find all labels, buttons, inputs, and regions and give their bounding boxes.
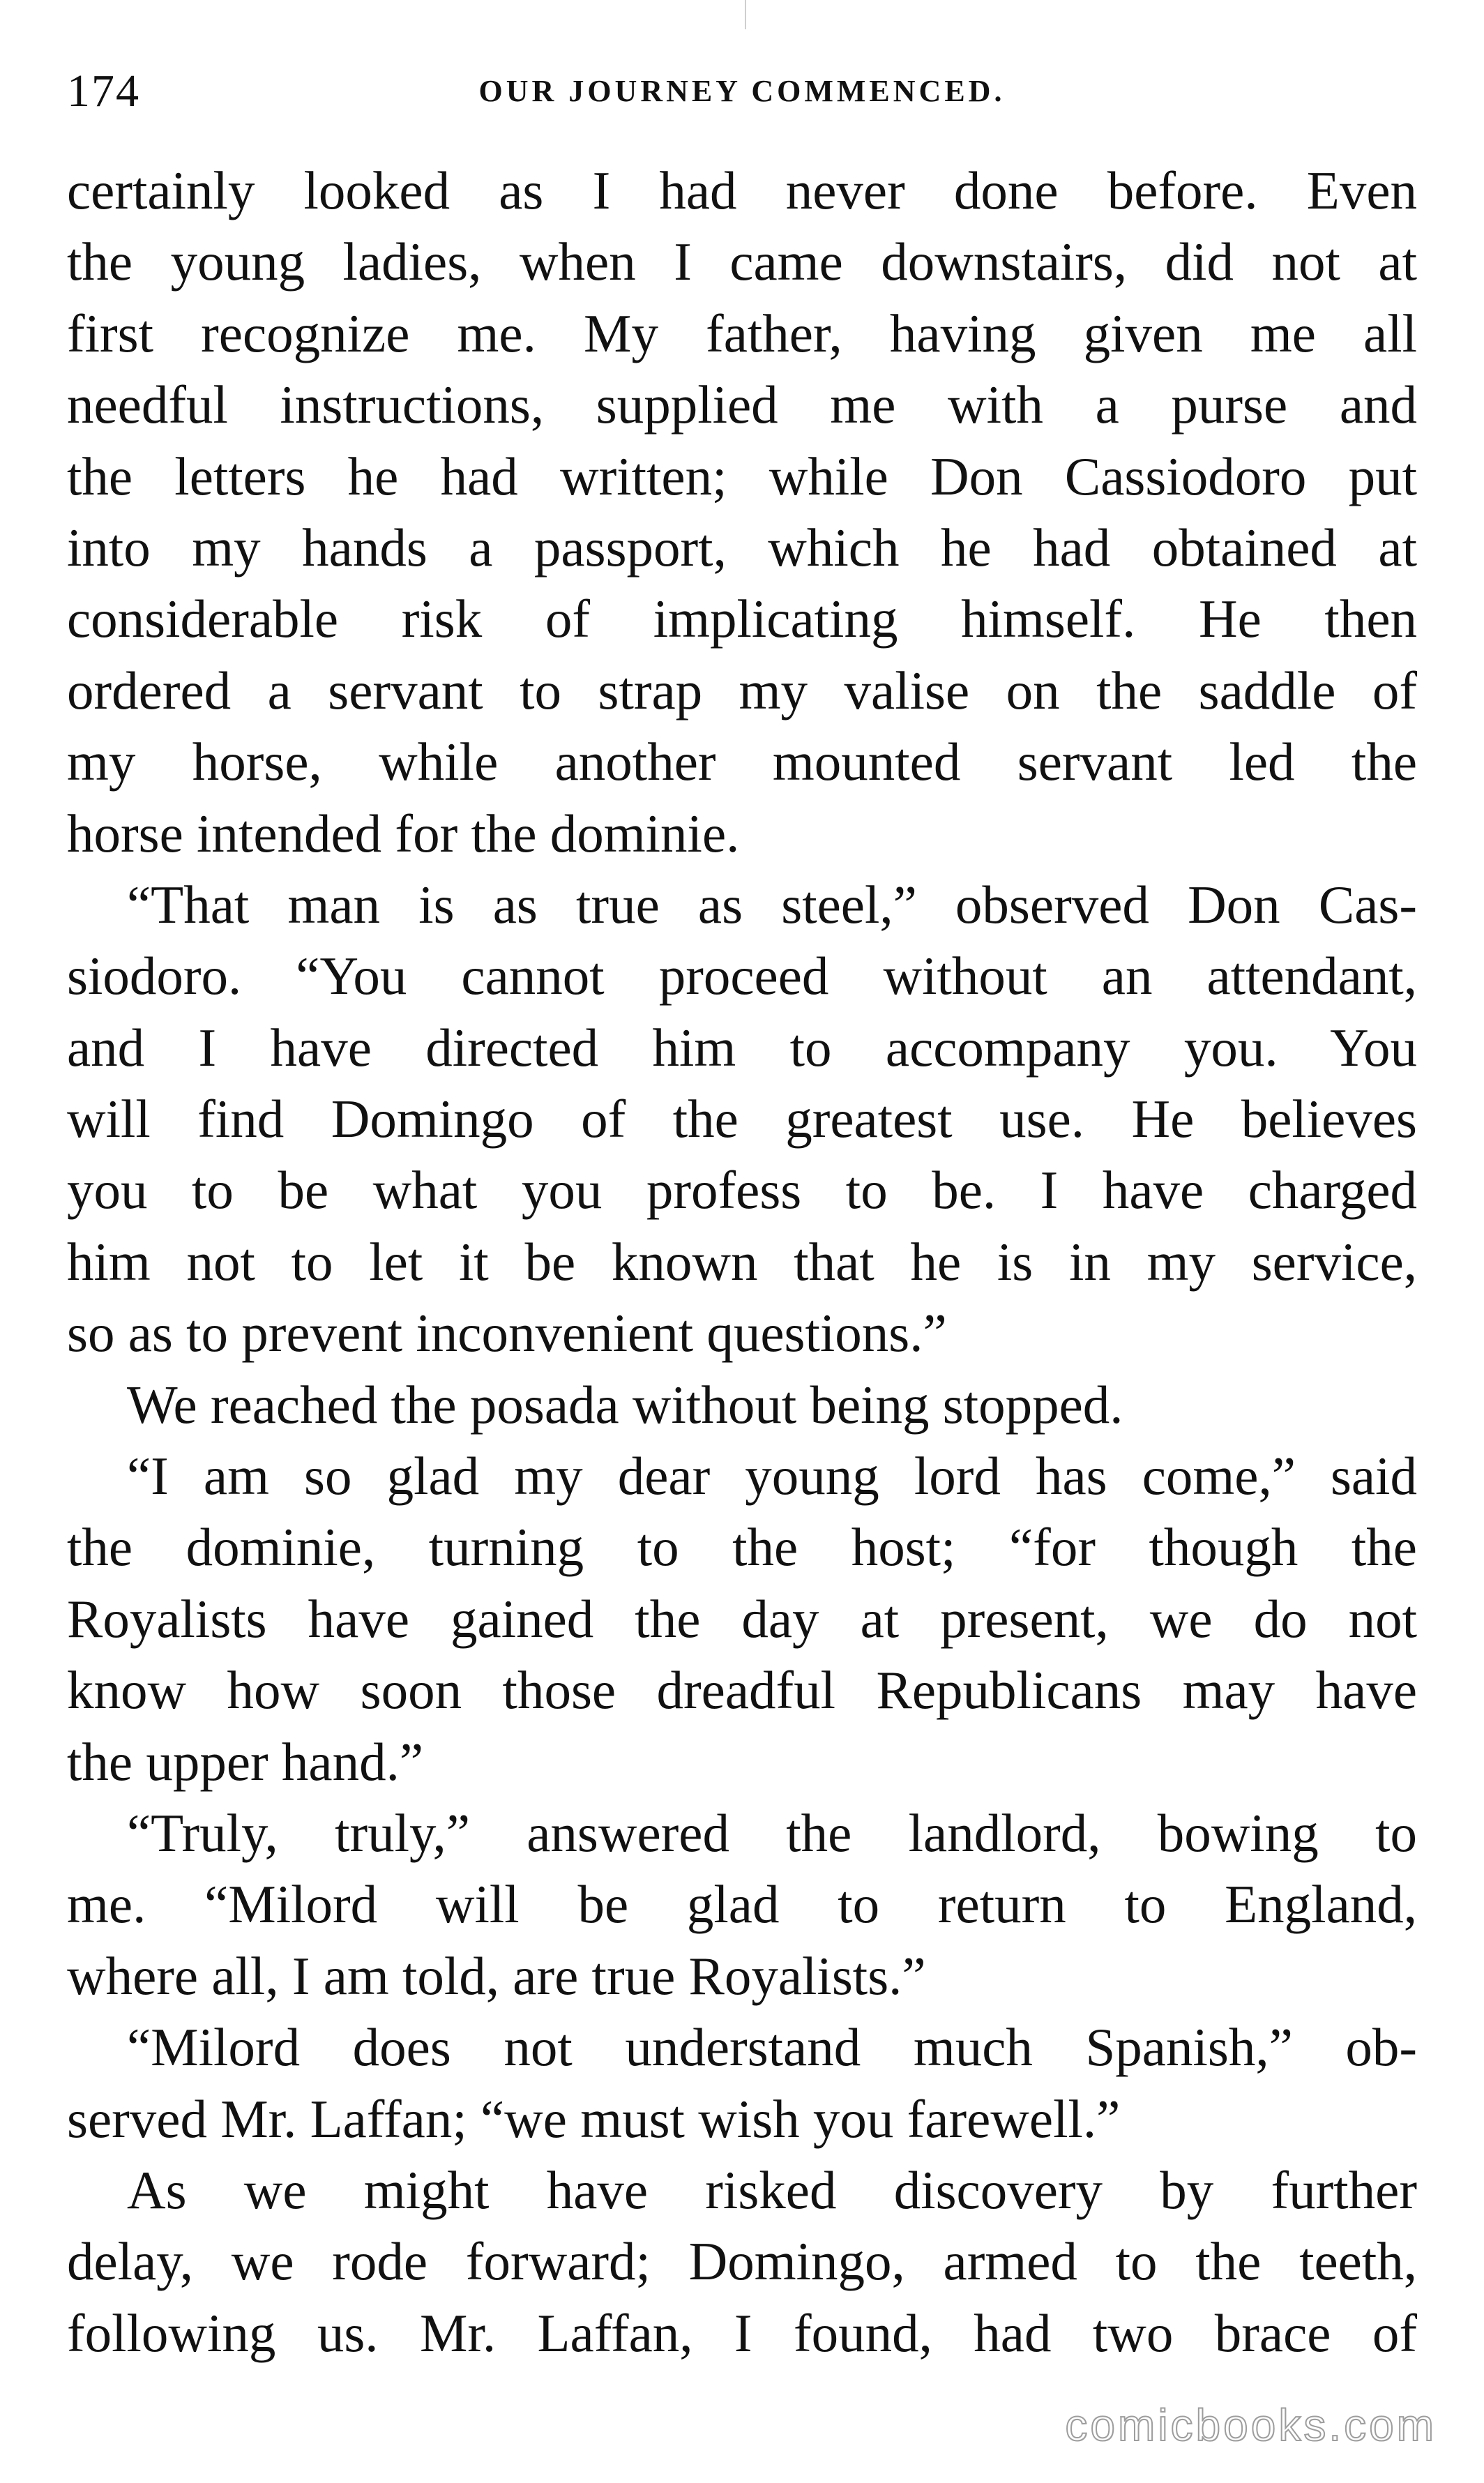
text-line: horse intended for the dominie. <box>67 803 740 863</box>
text-line: “That man is as true as steel,” observed Don Cas- <box>127 874 1417 935</box>
text-line: delay, we rode forward; Domingo, armed to the teeth, <box>67 2231 1417 2292</box>
text-line: him not to let it be known that he is in my service, <box>67 1231 1417 1292</box>
text-line: the dominie, turning to the host; “for though the <box>67 1517 1417 1578</box>
text-line: and I have directed him to accompany you. You <box>67 1017 1417 1078</box>
text-line: siodoro. “You cannot proceed without an attendant, <box>67 946 1417 1006</box>
scan-edge-mark <box>745 0 746 29</box>
text-line: know how soon those dreadful Republicans may have <box>67 1660 1417 1721</box>
text-line: certainly looked as I had never done before. Even <box>67 160 1417 220</box>
body-text <box>67 155 1417 2369</box>
text-line: “I am so glad my dear young lord has come,” said <box>127 1446 1417 1507</box>
text-line: me. “Milord will be glad to return to England, <box>67 1874 1417 1935</box>
text-line: We reached the posada without being stopped. <box>127 1374 1123 1435</box>
text-line: As we might have risked discovery by further <box>127 2159 1417 2220</box>
text-line: ordered a servant to strap my valise on the saddle of <box>67 660 1417 720</box>
text-line: so as to prevent inconvenient questions.” <box>67 1303 947 1364</box>
text-line: into my hands a passport, which he had obtained at <box>67 517 1417 578</box>
text-line: “Milord does not understand much Spanish,” ob- <box>127 2017 1417 2078</box>
text-line: the young ladies, when I came downstairs, did not at <box>67 232 1417 292</box>
text-line: first recognize me. My father, having given me all <box>67 303 1417 363</box>
text-line: considerable risk of implicating himself. He then <box>67 589 1417 649</box>
text-line: where all, I am told, are true Royalists.” <box>67 1945 926 2006</box>
page-number: 174 <box>67 66 140 116</box>
text-line: the upper hand.” <box>67 1731 423 1792</box>
text-line: “Truly, truly,” answered the landlord, bowing to <box>127 1802 1417 1863</box>
text-line: the letters he had written; while Don Cassiodoro put <box>67 446 1417 506</box>
watermark: comicbooks.com <box>1065 2400 1437 2450</box>
running-head: OUR JOURNEY COMMENCED. <box>478 74 1006 108</box>
text-line: will find Domingo of the greatest use. He believes <box>67 1089 1417 1149</box>
text-line: Royalists have gained the day at present, we do not <box>67 1588 1417 1649</box>
text-line: my horse, while another mounted servant led the <box>67 732 1417 792</box>
text-line: you to be what you profess to be. I have charged <box>67 1160 1417 1221</box>
page-header <box>67 60 1417 123</box>
text-line: following us. Mr. Laffan, I found, had two brace of <box>67 2302 1417 2363</box>
text-line: served Mr. Laffan; “we must wish you farewell.” <box>67 2088 1121 2149</box>
text-line: needful instructions, supplied me with a purse and <box>67 375 1417 435</box>
